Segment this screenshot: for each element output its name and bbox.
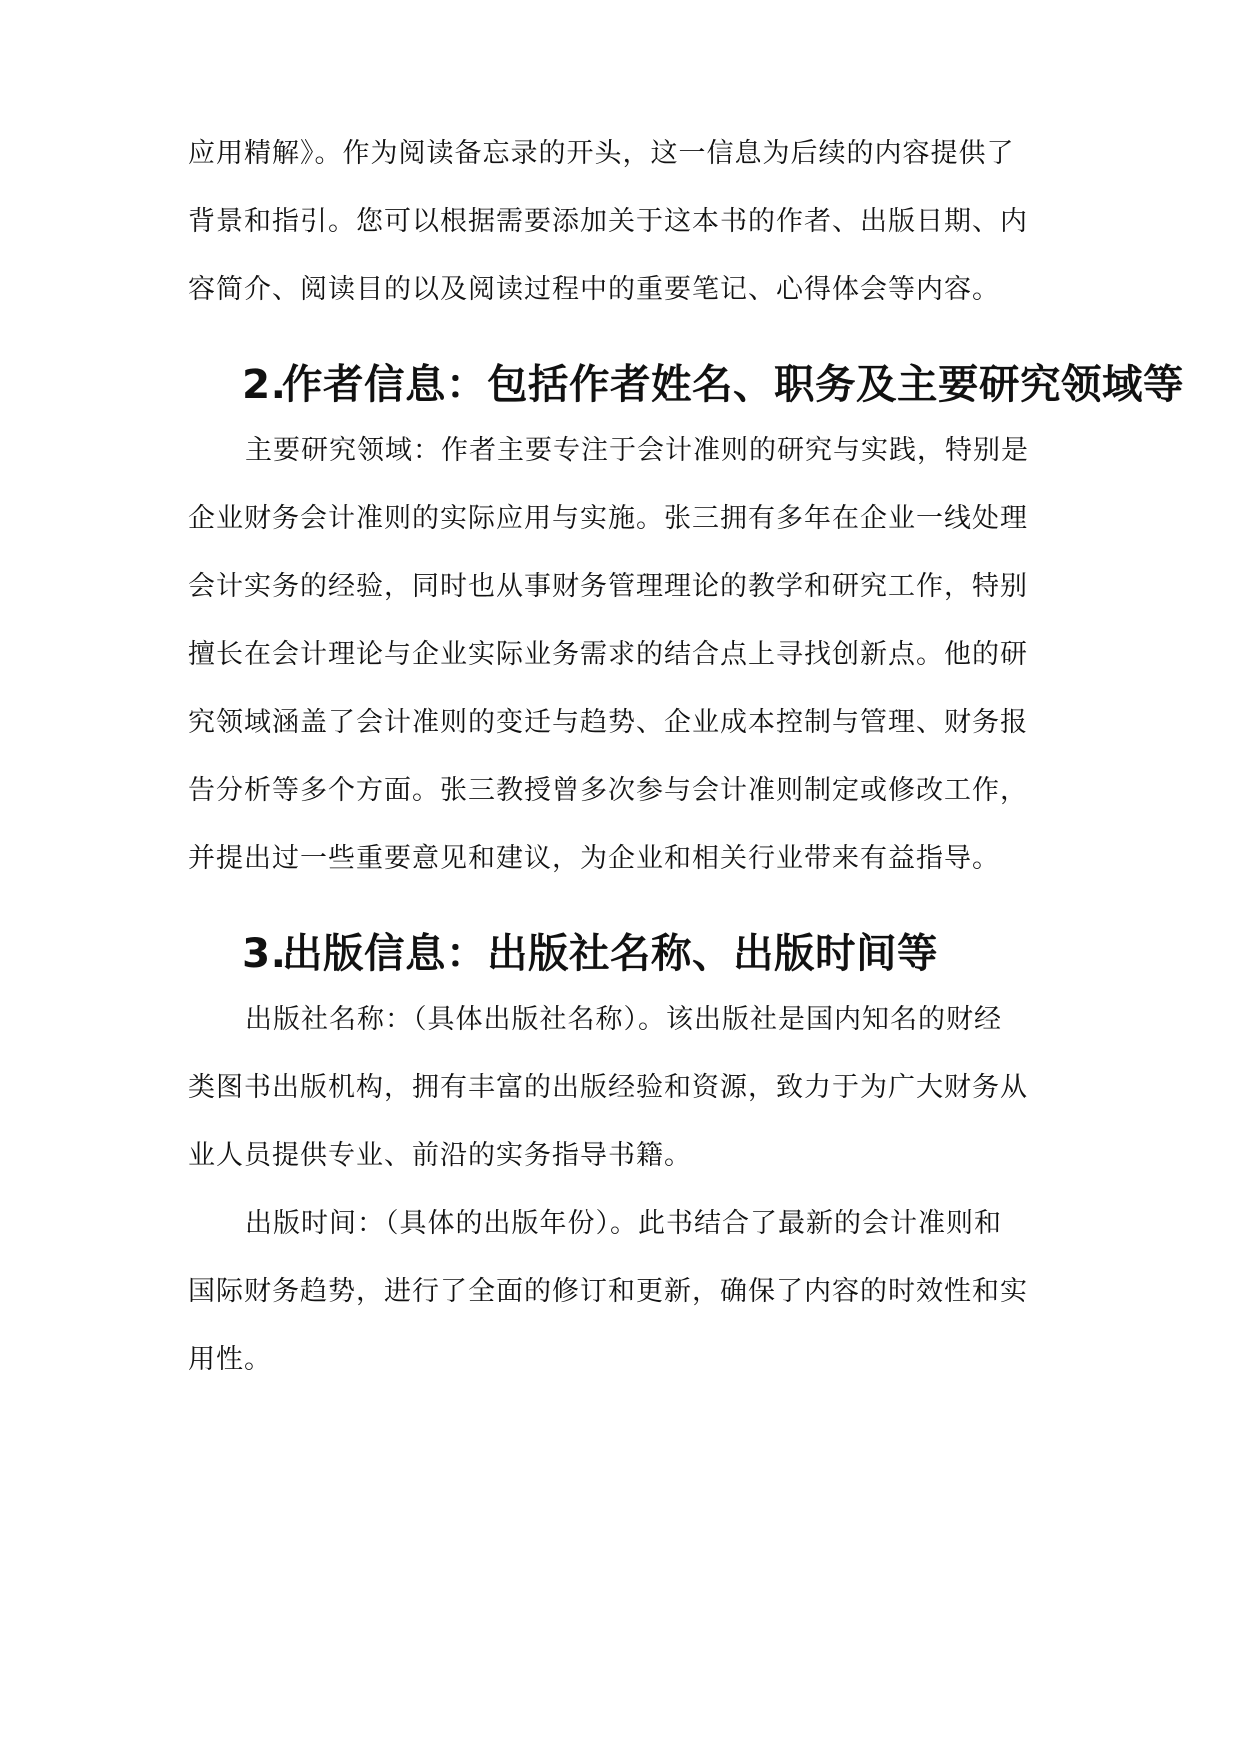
section-2-line-2: 企业财务会计准则的实际应用与实施。张三拥有多年在企业一线处理	[188, 503, 1028, 534]
section-3-para-1-line-2: 类图书出版机构，拥有丰富的出版经验和资源，致力于为广大财务从	[188, 1072, 1028, 1103]
section-2-line-5: 究领域涵盖了会计准则的变迁与趋势、企业成本控制与管理、财务报	[188, 707, 1028, 738]
section-3-heading	[242, 929, 1122, 977]
section-2-line-3: 会计实务的经验，同时也从事财务管理理论的教学和研究工作，特别	[188, 571, 1028, 602]
section-3-title: 出版信息：出版社名称、出版时间等	[282, 929, 938, 977]
section-3-para-2-line-2: 国际财务趋势，进行了全面的修订和更新，确保了内容的时效性和实	[188, 1276, 1028, 1307]
section-2-line-4: 擅长在会计理论与企业实际业务需求的结合点上寻找创新点。他的研	[188, 639, 1028, 670]
section-2-heading	[242, 360, 1184, 408]
intro-line-1: 应用精解》。作为阅读备忘录的开头，这一信息为后续的内容提供了	[188, 138, 1015, 169]
section-3-para-2-line-3: 用性。	[188, 1344, 272, 1375]
section-2-number: 2.	[242, 360, 287, 408]
section-2-title: 作者信息：包括作者姓名、职务及主要研究领域等	[282, 360, 1184, 408]
intro-line-3: 容简介、阅读目的以及阅读过程中的重要笔记、心得体会等内容。	[188, 274, 1000, 305]
section-3-number: 3.	[242, 929, 287, 977]
section-3-para-1-line-1: 出版社名称：（具体出版社名称）。该出版社是国内知名的财经	[245, 1004, 1002, 1035]
intro-line-2: 背景和指引。您可以根据需要添加关于这本书的作者、出版日期、内	[188, 206, 1028, 237]
section-2-line-1: 主要研究领域：作者主要专注于会计准则的研究与实践，特别是	[245, 435, 1029, 466]
section-2-line-7: 并提出过一些重要意见和建议，为企业和相关行业带来有益指导。	[188, 843, 1000, 874]
section-3-para-2-line-1: 出版时间：（具体的出版年份）。此书结合了最新的会计准则和	[245, 1208, 1002, 1239]
section-2-line-6: 告分析等多个方面。张三教授曾多次参与会计准则制定或修改工作，	[188, 775, 1028, 806]
section-3-para-1-line-3: 业人员提供专业、前沿的实务指导书籍。	[188, 1140, 692, 1171]
